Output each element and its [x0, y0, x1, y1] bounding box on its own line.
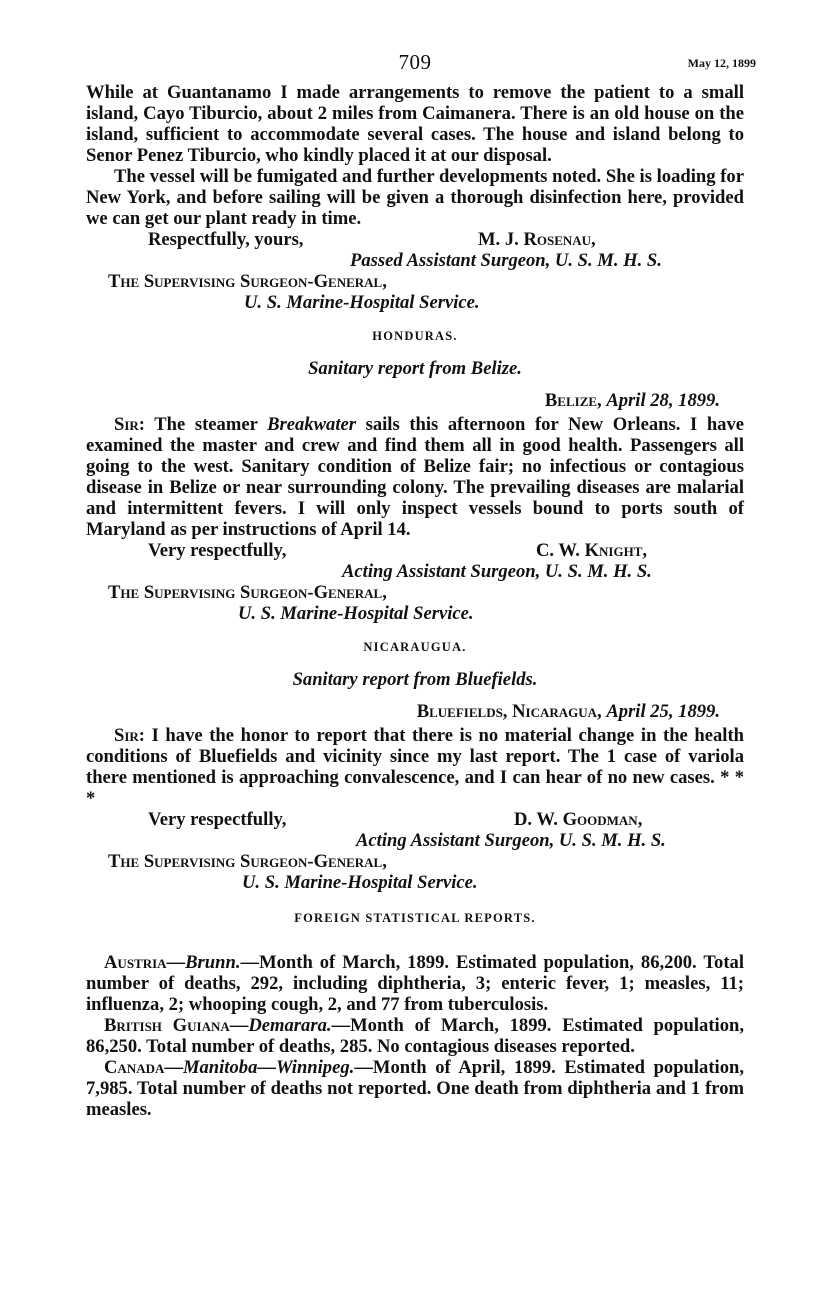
- honduras-addressee-1: The Supervising Surgeon-General,: [108, 582, 387, 603]
- honduras-heading: HONDURAS.: [372, 329, 458, 343]
- nicaragua-subheading: Sanitary report from Bluefields.: [292, 669, 538, 690]
- nicaragua-salutation: Sir:: [114, 725, 145, 746]
- nicaragua-body: [86, 725, 744, 809]
- cuba-signer: M. J. Rosenau,: [478, 229, 596, 250]
- cuba-paragraph-1: While at Guantanamo I made arrangements to remove the patient to a small island, Cayo Tiburcio, about 2 miles from Caimanera. There is an old house on the island, sufficient to accommodate several cases. The house and island belong to Senor Penez Tiburcio, who kindly placed it at our disposal.: [86, 82, 744, 166]
- honduras-body-1: The steamer: [154, 414, 258, 435]
- stats-locality: Manitoba—Winnipeg.: [182, 1057, 355, 1078]
- cuba-signer-title: Passed Assistant Surgeon, U. S. M. H. S.: [350, 250, 662, 271]
- cuba-signature-line: [86, 229, 744, 250]
- nicaragua-signer: D. W. Goodman,: [514, 809, 643, 830]
- document-page: [86, 0, 756, 1120]
- foreign-stats-list: [86, 952, 744, 1120]
- honduras-date: April 28, 1899.: [606, 390, 720, 411]
- stats-text: Month of March, 1899. Estimated population, 86,250. Total number of deaths, 285. No contagious diseases reported.: [86, 1015, 744, 1057]
- foreign-stats-heading: FOREIGN STATISTICAL REPORTS.: [294, 911, 536, 925]
- stats-entry-canada: Canada—Manitoba—Winnipeg.—Month of April, 1899. Estimated population, 7,985. Total number of deaths not reported. One death from diphtheria and 1 from measles.: [86, 1057, 744, 1120]
- stats-text: Month of March, 1899. Estimated population, 86,200. Total number of deaths, 292, including diphtheria, 3; enteric fever, 1; measles, 11; influenza, 2; whooping cough, 2, and 77 from tuberculosis.: [86, 952, 744, 1015]
- honduras-dateline: [86, 390, 744, 411]
- nicaragua-place: Bluefields, Nicaragua,: [416, 701, 602, 722]
- nicaragua-signer-title: Acting Assistant Surgeon, U. S. M. H. S.: [356, 830, 666, 851]
- honduras-subheading: Sanitary report from Belize.: [308, 358, 522, 379]
- honduras-place: Belize,: [544, 390, 602, 411]
- stats-country: Canada: [104, 1057, 165, 1078]
- nicaragua-date: April 25, 1899.: [606, 701, 720, 722]
- honduras-vessel: Breakwater: [267, 414, 356, 435]
- stats-country: British Guiana: [104, 1015, 230, 1036]
- header-date: May 12, 1899: [687, 56, 756, 70]
- page-header: [86, 0, 756, 82]
- honduras-signer: C. W. Knight,: [536, 540, 648, 561]
- stats-entry-british-guiana: British Guiana—Demarara.—Month of March, 1899. Estimated population, 86,250. Total number of deaths, 285. No contagious diseases reported.: [86, 1015, 744, 1057]
- honduras-signer-title: Acting Assistant Surgeon, U. S. M. H. S.: [342, 561, 652, 582]
- honduras-addressee-2: U. S. Marine-Hospital Service.: [238, 603, 474, 624]
- nicaragua-addressee-2: U. S. Marine-Hospital Service.: [242, 872, 478, 893]
- honduras-closing: Very respectfully,: [148, 540, 287, 561]
- stats-country: Austria: [104, 952, 167, 973]
- nicaragua-dateline: [86, 701, 744, 722]
- nicaragua-body-text: I have the honor to report that there is no material change in the health conditions of Bluefields and vicinity since my last report. The 1 case of variola there mentioned is approaching convalescence, and I can hear of no new cases. * * *: [86, 725, 744, 809]
- stats-locality: Brunn.: [185, 952, 241, 973]
- nicaragua-signature-line: [86, 809, 744, 830]
- stats-entry-austria: Austria—Brunn.—Month of March, 1899. Estimated population, 86,200. Total number of deaths, 292, including diphtheria, 3; enteric fever, 1; measles, 11; influenza, 2; whooping cough, 2, and 77 from tuberculosis.: [86, 952, 744, 1015]
- nicaragua-addressee-1: The Supervising Surgeon-General,: [108, 851, 387, 872]
- cuba-closing: Respectfully, yours,: [148, 229, 304, 250]
- nicaragua-closing: Very respectfully,: [148, 809, 287, 830]
- honduras-body: [86, 414, 744, 540]
- stats-locality: Demarara.: [248, 1015, 332, 1036]
- honduras-body-2: sails this afternoon for New Orleans. I have examined the master and crew and find them all in good health. Passengers all going to the west. Sanitary condition of Belize fair; no infectious or contagious disease in Belize or near surrounding colony. The prevailing diseases are malarial and intermittent fevers. I will only inspect vessels bound to ports south of Maryland as per instructions of April 14.: [86, 414, 745, 540]
- honduras-signature-line: [86, 540, 744, 561]
- page-number: 709: [398, 50, 432, 74]
- cuba-paragraph-2: The vessel will be fumigated and further developments noted. She is loading for New York, and before sailing will be given a thorough disinfection here, provided we can get our plant ready in time.: [86, 166, 744, 229]
- cuba-addressee-2: U. S. Marine-Hospital Service.: [244, 292, 480, 313]
- stats-text: Month of April, 1899. Estimated population, 7,985. Total number of deaths not reported. One death from diphtheria and 1 from measles.: [86, 1057, 744, 1120]
- cuba-addressee-1: The Supervising Surgeon-General,: [108, 271, 387, 292]
- nicaragua-heading: NICARAUGUA.: [363, 640, 467, 654]
- honduras-salutation: Sir:: [114, 414, 145, 435]
